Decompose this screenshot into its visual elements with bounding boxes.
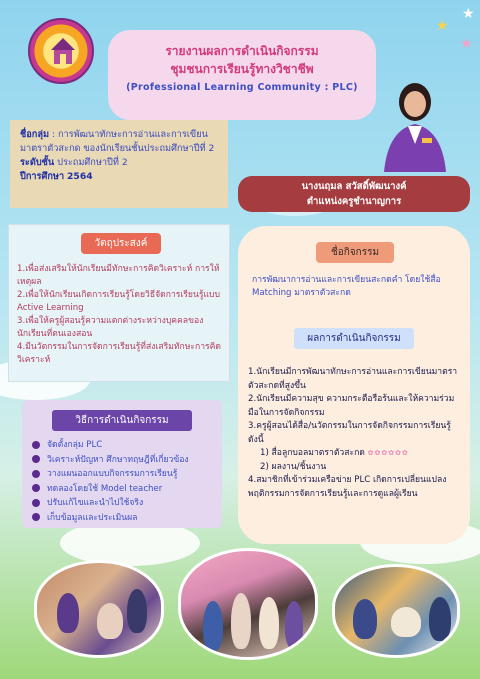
activity-text: การพัฒนาการอ่านและการเขียนสะกดคำ โดยใช้สื่อ Matching มาตราตัวสะกด xyxy=(252,275,441,298)
star-icon: ★ xyxy=(462,6,475,22)
teacher-position: ตำแหน่งครูชำนาญการ xyxy=(306,196,402,207)
bullet-icon xyxy=(32,455,40,463)
bullet-icon xyxy=(32,470,40,478)
year-value: 2564 xyxy=(67,171,93,182)
title-line-2: ชุมชนการเรียนรู้ทางวิชาชีพ xyxy=(170,62,314,76)
methods-heading: วิธีการดำเนินกิจกรรม xyxy=(52,410,192,431)
group-name-row: ชื่อกลุ่ม : การพัฒนาทักษะการอ่านและการเขียนมาตราตัวสะกด ของนักเรียนชั้นประถมศึกษาปีที่ 2 xyxy=(20,129,215,154)
list-item: ปรับแก้ไขและนำไปใช้จริง xyxy=(32,496,189,511)
class-level-row xyxy=(20,156,218,170)
objectives-heading: วัตถุประสงค์ xyxy=(81,233,161,254)
list-item: 1) สื่อลูกบอลมาตราตัวสะกด ✿✿✿✿✿✿ xyxy=(260,448,409,458)
academic-year-row xyxy=(20,170,218,184)
classroom-photo xyxy=(34,560,164,658)
year-label: ปีการศึกษา xyxy=(20,171,65,182)
methods-box xyxy=(22,400,222,528)
list-item: เก็บข้อมูลและประเมินผล xyxy=(32,511,189,526)
report-title-box xyxy=(108,30,376,120)
school-logo xyxy=(28,18,94,84)
list-item: 2.นักเรียนมีความสุข ความกระตือรือร้นและให้ความร่วมมือในการจัดกิจกรรม xyxy=(248,394,455,418)
bullet-icon xyxy=(32,499,40,507)
objectives-list xyxy=(17,263,223,367)
teacher-name-box xyxy=(238,176,470,212)
activity-box xyxy=(238,226,470,544)
list-item: 3.เพื่อให้ครูผู้สอนรู้ความแตกต่างระหว่างบุคคลของนักเรียนที่ตนเองสอน xyxy=(17,316,204,339)
list-item: 2) ผลงาน/ชิ้นงาน xyxy=(260,461,327,472)
school-emblem-icon xyxy=(48,36,78,68)
list-item: จัดตั้งกลุ่ม PLC xyxy=(32,438,189,453)
classroom-photo xyxy=(178,548,318,660)
group-label: ชื่อกลุ่ม xyxy=(20,129,50,140)
results-list xyxy=(248,366,460,501)
list-item: 4.สมาชิกที่เข้าร่วมเครือข่าย PLC เกิดการเปลี่ยนแปลงพฤติกรรมการจัดการเรียนรู้และการดูแลผู้เรียน xyxy=(248,475,447,499)
teacher-name: นางนฤมล สวัสดิ์พัฒนางค์ xyxy=(301,181,407,192)
bullet-icon xyxy=(32,441,40,449)
results-heading: ผลการดำเนินกิจกรรม xyxy=(294,328,414,349)
list-item: 4.มีนวัตกรรมในการจัดการเรียนรู้ที่ส่งเสริมทักษะการคิดวิเคราะห์ xyxy=(17,342,221,365)
bullet-icon xyxy=(32,484,40,492)
list-item: 2.เพื่อให้นักเรียนเกิดการเรียนรู้โดยวิธีจัดการเรียนรู้แบบ Active Learning xyxy=(17,290,220,313)
group-value: การพัฒนาทักษะการอ่านและการเขียนมาตราตัวสะกด ของนักเรียนชั้นประถมศึกษาปีที่ 2 xyxy=(20,129,215,154)
title-line-1: รายงานผลการดำเนินกิจกรรม xyxy=(165,44,319,58)
list-item: วิเคราะห์ปัญหา ศึกษาทฤษฎีที่เกี่ยวข้อง xyxy=(32,453,189,468)
list-item: 1.นักเรียนมีการพัฒนาทักษะการอ่านและการเขียนมาตราตัวสะกดที่สูงขึ้น xyxy=(248,367,458,391)
star-icon: ★ xyxy=(460,36,473,52)
bullet-icon xyxy=(32,513,40,521)
teacher-photo xyxy=(370,72,460,172)
activity-heading: ชื่อกิจกรรม xyxy=(316,242,394,263)
class-label: ระดับชั้น xyxy=(20,157,55,168)
group-info-box xyxy=(10,120,228,208)
star-icon: ★ xyxy=(436,18,449,34)
methods-list xyxy=(32,438,189,526)
dots-decoration: ✿✿✿✿✿✿ xyxy=(367,449,409,457)
class-value: ประถมศึกษาปีที่ 2 xyxy=(57,157,128,168)
title-line-3: (Professional Learning Community : PLC) xyxy=(126,82,358,93)
list-item: วางแผนออกแบบกิจกรรมการเรียนรู้ xyxy=(32,467,189,482)
list-item: 3.ครูผู้สอนได้สื่อ/นวัตกรรมในการจัดกิจกรรมการเรียนรู้ดังนี้ xyxy=(248,421,451,445)
classroom-photo xyxy=(332,564,460,658)
objectives-box xyxy=(8,224,230,382)
list-item: ทดลองโดยใช้ Model teacher xyxy=(32,482,189,497)
list-item: 1.เพื่อส่งเสริมให้นักเรียนมีทักษะการคิดวิเคราะห์ การให้เหตุผล xyxy=(17,264,220,287)
